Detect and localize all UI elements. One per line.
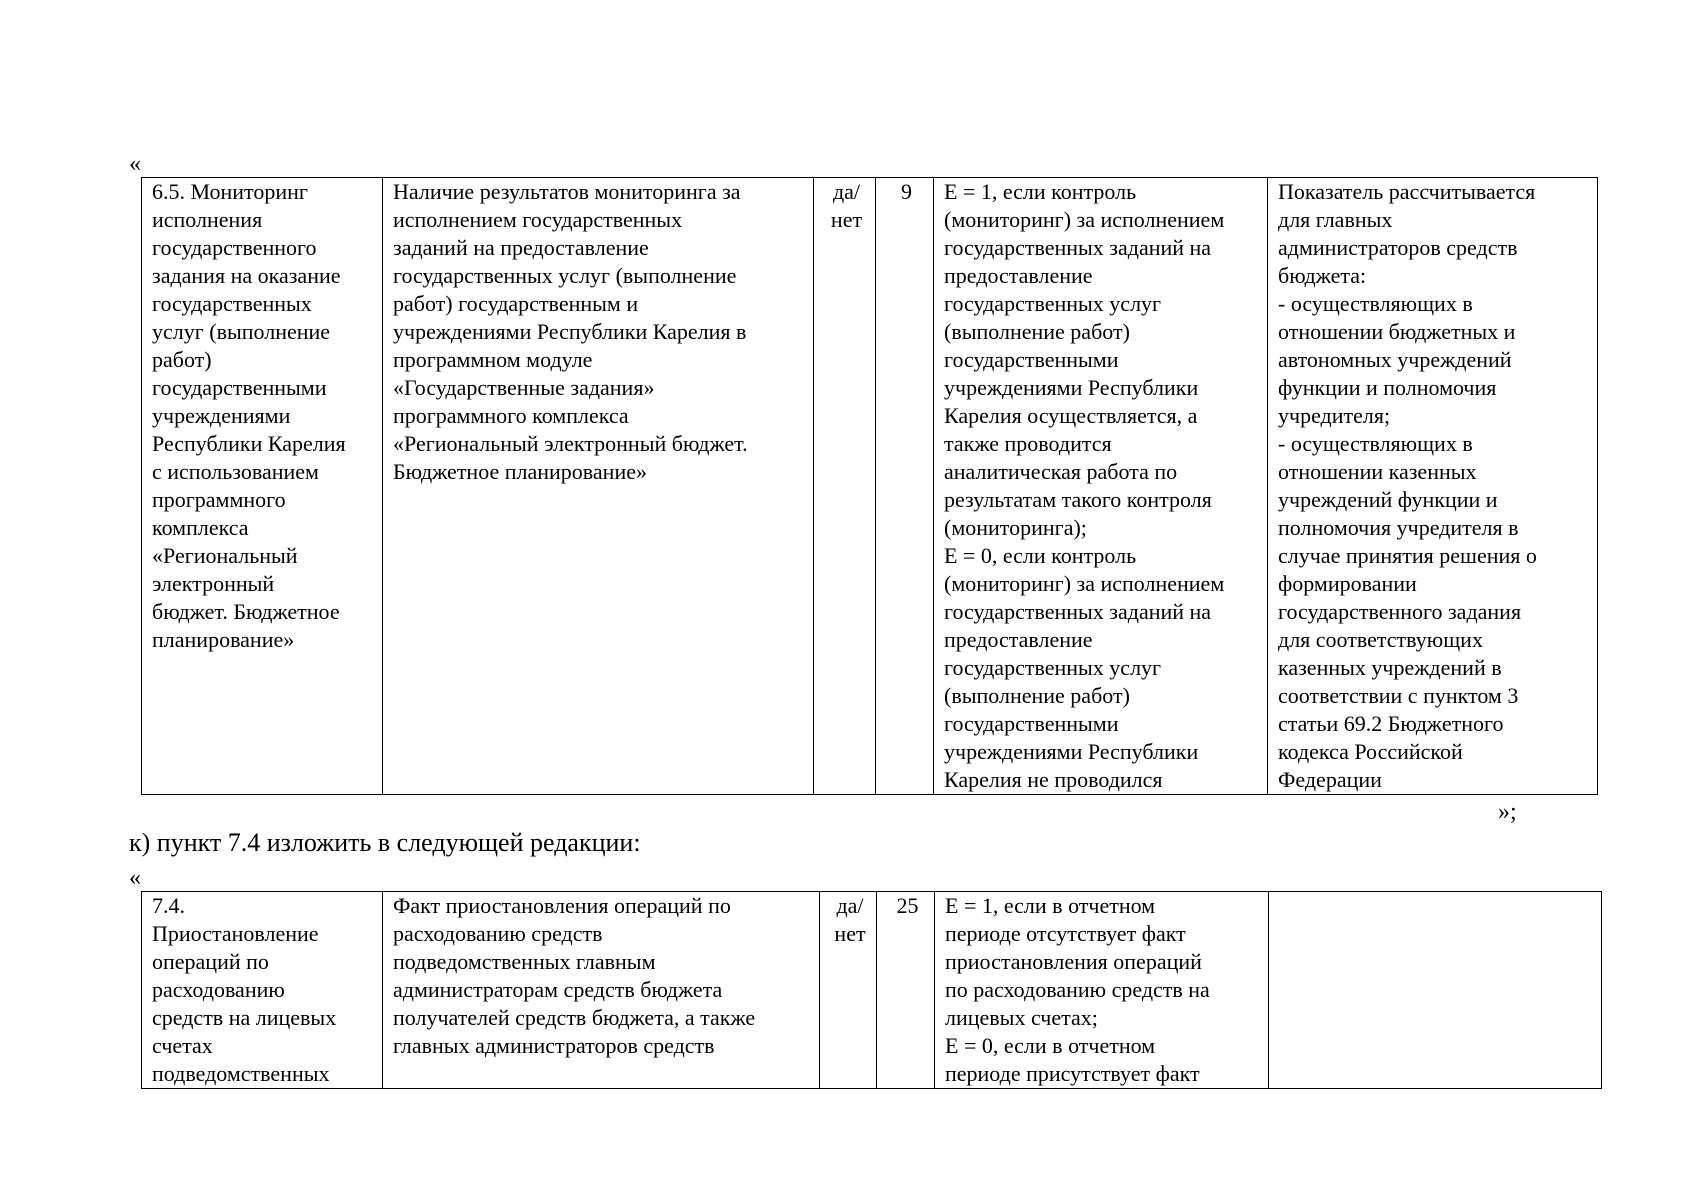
formula-cell	[935, 892, 1269, 1089]
indicator-name-cell	[142, 178, 383, 795]
indicator-description: Факт приостановления операций по расходованию средств подведомственных главным администраторам средств бюджета получателей средств бюджета, а также главных администраторов средств	[393, 893, 756, 1058]
note-cell	[1269, 892, 1602, 1089]
indicator-table-7-4	[141, 891, 1602, 1089]
unit-value: да/ нет	[834, 893, 866, 946]
unit-cell	[820, 892, 877, 1089]
unit-cell	[814, 178, 876, 795]
indicator-name: 7.4. Приостановление операций по расходованию средств на лицевых счетах подведомственных	[152, 893, 337, 1086]
weight-cell	[876, 178, 934, 795]
indicator-description: Наличие результатов мониторинга за исполнением государственных заданий на предоставление государственных услуг (выполнение работ) государственным и учреждениями Республики Карелия в программном модуле «Государственные задания» программного комплекса «Региональный электронный бюджет. Бюджетное планирование»	[393, 179, 748, 484]
note-cell	[1268, 178, 1598, 795]
note-text: Показатель рассчитывается для главных администраторов средств бюджета: - осуществляющих в отношении бюджетных и автономных учреждений функции и полномочия учредителя; - осуществляющих в отношении казенных учреждений функции и полномочия учредителя в случае принятия решения о формировании государственного задания для соответствующих казенных учреждений в соответствии с пунктом 3 статьи 69.2 Бюджетного кодекса Российской Федерации	[1278, 179, 1537, 792]
formula-text: E = 1, если в отчетном периоде отсутствует факт приостановления операций по расходованию средств на лицевых счетах; E = 0, если в отчетном периоде присутствует факт	[945, 893, 1210, 1086]
amendment-paragraph: к) пункт 7.4 изложить в следующей редакции:	[129, 828, 641, 857]
open-quote-2: «	[129, 865, 141, 891]
weight-value: 25	[896, 893, 919, 918]
indicator-description-cell	[383, 178, 814, 795]
indicator-table-6-5	[141, 177, 1598, 795]
weight-value: 9	[901, 179, 912, 204]
indicator-name-cell	[142, 892, 383, 1089]
formula-cell	[934, 178, 1268, 795]
close-quote: »;	[1498, 799, 1517, 825]
indicator-description-cell	[383, 892, 820, 1089]
indicator-name: 6.5. Мониторинг исполнения государственного задания на оказание государственных услуг (выполнение работ) государственными учреждениями Республики Карелия с использованием программного комплекса «Региональный электронный бюджет. Бюджетное планирование»	[152, 179, 346, 652]
unit-value: да/ нет	[830, 179, 863, 232]
table-row	[142, 178, 1598, 795]
formula-text: E = 1, если контроль (мониторинг) за исполнением государственных заданий на предоставление государственных услуг (выполнение работ) государственными учреждениями Республики Карелия осуществляется, а также проводится аналитическая работа по результатам такого контроля (мониторинга); E = 0, если контроль (мониторинг) за исполнением государственных заданий на предоставление государственных услуг (выполнение работ) государственными учреждениями Республики Карелия не проводился	[944, 179, 1225, 792]
weight-cell	[877, 892, 935, 1089]
table-row	[142, 892, 1602, 1089]
open-quote-1: «	[129, 151, 141, 177]
